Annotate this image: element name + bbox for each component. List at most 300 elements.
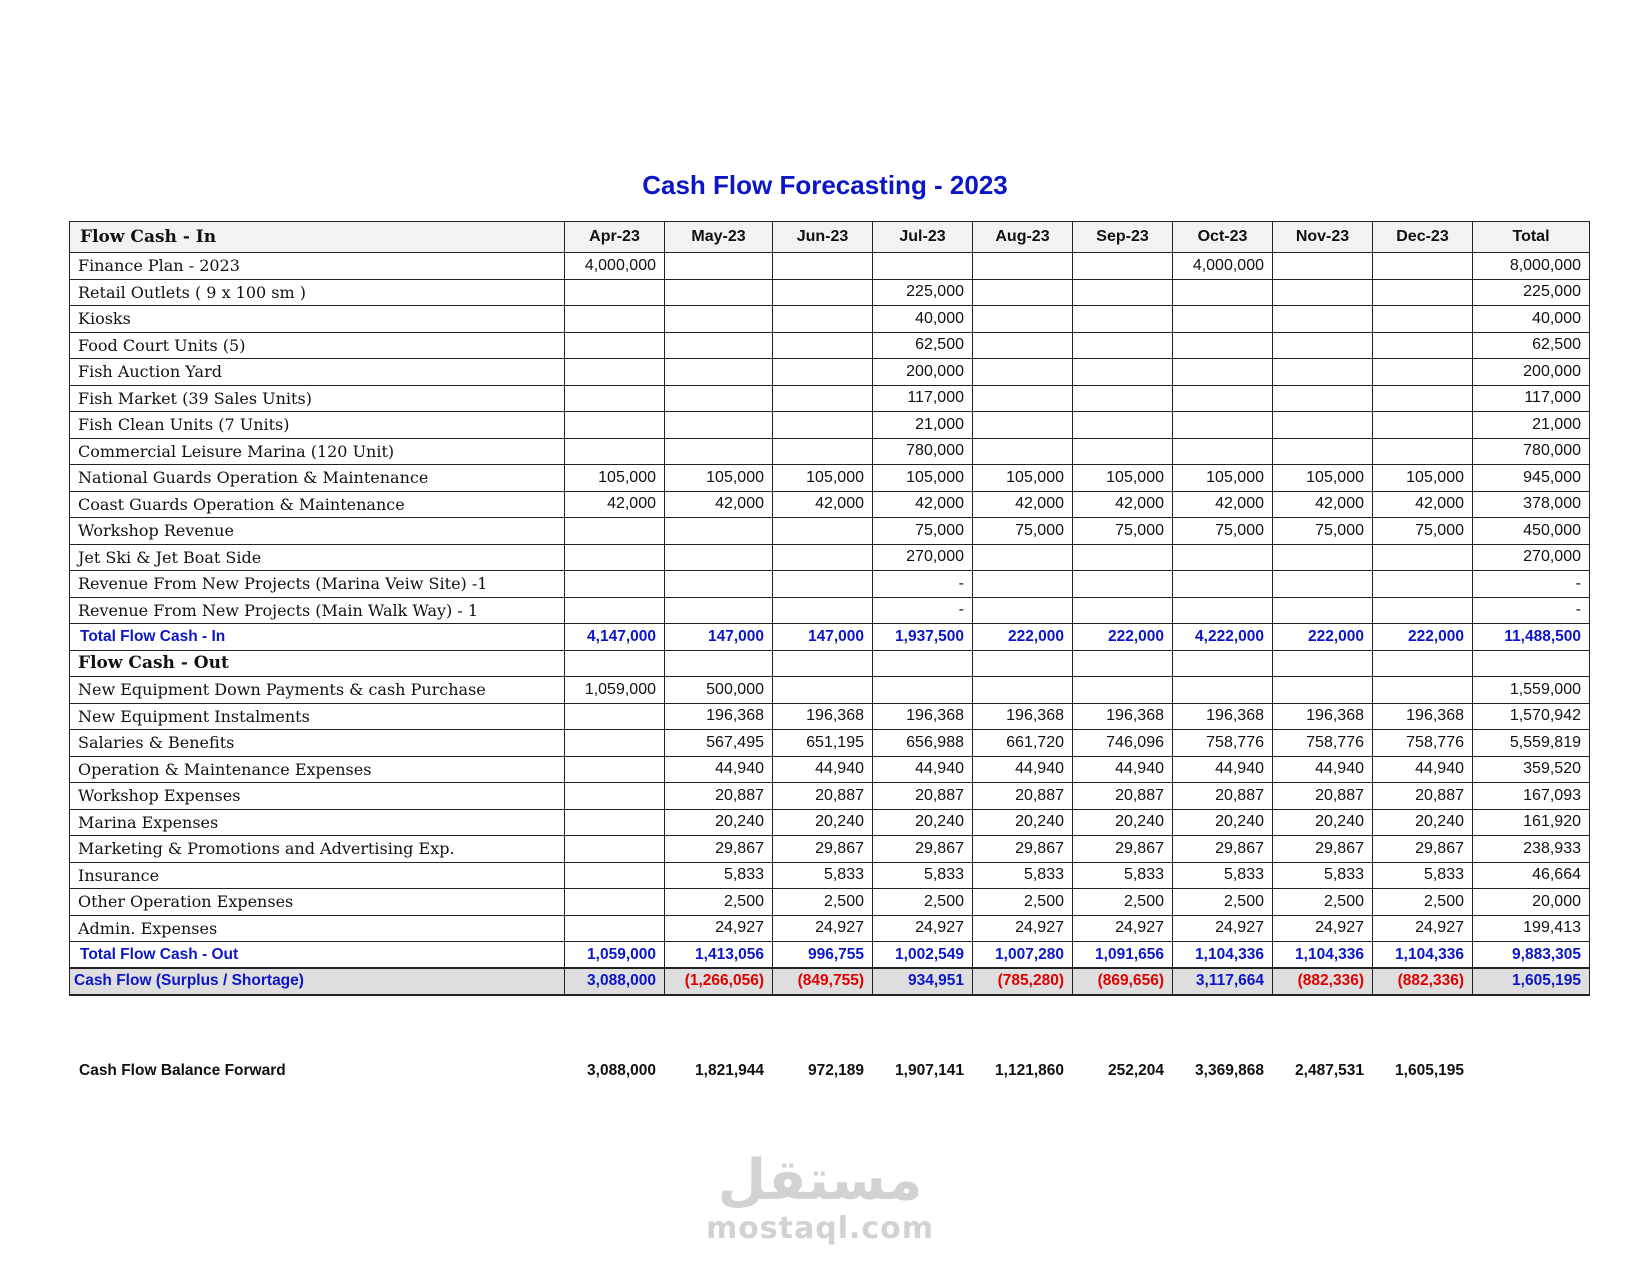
row-label: Retail Outlets ( 9 x 100 sm )	[70, 279, 565, 306]
table-cell: 20,240	[1273, 809, 1373, 836]
table-cell: 3,088,000	[587, 1062, 656, 1079]
table-cell: 196,368	[1073, 703, 1173, 730]
table-row	[70, 491, 1590, 518]
row-label: Marina Expenses	[70, 809, 565, 836]
row-label: Workshop Revenue	[70, 518, 565, 545]
table-cell	[1173, 438, 1273, 465]
table-cell	[1273, 650, 1373, 677]
table-cell: 238,933	[1473, 836, 1590, 863]
table-cell: 20,887	[665, 783, 773, 810]
column-header: May-23	[665, 222, 773, 253]
table-cell: 20,887	[1273, 783, 1373, 810]
table-cell	[1073, 412, 1173, 439]
table-cell	[1173, 385, 1273, 412]
balance-forward-table	[69, 1058, 1589, 1084]
table-cell	[973, 544, 1073, 571]
table-cell: 20,000	[1473, 889, 1590, 916]
row-label: Revenue From New Projects (Marina Veiw Site) -1	[70, 571, 565, 598]
table-cell: 450,000	[1473, 518, 1590, 545]
table-cell: 20,240	[1373, 809, 1473, 836]
table-cell	[973, 571, 1073, 598]
table-cell	[773, 279, 873, 306]
table-cell: 252,204	[1107, 1062, 1164, 1079]
table-cell: 199,413	[1473, 915, 1590, 942]
table-cell: 378,000	[1473, 491, 1590, 518]
table-cell	[1173, 677, 1273, 704]
table-cell: 1,413,056	[665, 942, 773, 969]
table-cell: 20,240	[1173, 809, 1273, 836]
row-label: Coast Guards Operation & Maintenance	[70, 491, 565, 518]
table-cell	[1473, 650, 1590, 677]
table-cell	[1173, 306, 1273, 333]
table-cell	[665, 412, 773, 439]
header-row	[70, 222, 1590, 253]
table-cell: 1,104,336	[1173, 942, 1273, 969]
table-cell	[1173, 650, 1273, 677]
table-cell: 972,189	[807, 1062, 864, 1079]
table-cell	[565, 756, 665, 783]
table-cell: 656,988	[873, 730, 973, 757]
watermark-latin: mostaql.com	[705, 1211, 935, 1246]
table-cell	[773, 677, 873, 704]
row-label: Workshop Expenses	[70, 783, 565, 810]
row-label: Insurance	[70, 862, 565, 889]
table-cell: 1,570,942	[1473, 703, 1590, 730]
cash-flow-table	[69, 221, 1590, 996]
table-row	[70, 518, 1590, 545]
table-cell	[1073, 253, 1173, 280]
table-cell: 1,907,141	[895, 1062, 964, 1079]
table-cell: 75,000	[1073, 518, 1173, 545]
row-label: Cash Flow (Surplus / Shortage)	[70, 968, 565, 995]
table-cell: 40,000	[873, 306, 973, 333]
table-row	[70, 756, 1590, 783]
watermark-arabic: مستقل	[717, 1148, 923, 1213]
table-cell: 5,833	[1173, 862, 1273, 889]
table-cell	[1073, 385, 1173, 412]
table-cell	[665, 518, 773, 545]
table-cell: 5,833	[1273, 862, 1373, 889]
table-cell	[773, 385, 873, 412]
table-cell	[1073, 279, 1173, 306]
table-cell: 2,500	[1173, 889, 1273, 916]
table-row	[70, 809, 1590, 836]
table-cell: 200,000	[873, 359, 973, 386]
flow-in-header: Flow Cash - In	[70, 222, 565, 253]
table-cell	[1073, 306, 1173, 333]
cash-flow-row	[70, 968, 1590, 995]
table-cell	[1273, 332, 1373, 359]
table-cell: 105,000	[1273, 465, 1373, 492]
table-cell: 1,605,195	[1473, 968, 1590, 995]
table-cell: 3,117,664	[1173, 968, 1273, 995]
table-cell	[973, 412, 1073, 439]
table-cell: 46,664	[1473, 862, 1590, 889]
table-cell	[1173, 544, 1273, 571]
table-cell: 44,940	[1273, 756, 1373, 783]
table-cell: 2,500	[873, 889, 973, 916]
row-label: Total Flow Cash - Out	[70, 942, 565, 969]
table-cell: 2,500	[1373, 889, 1473, 916]
table-cell	[1073, 571, 1173, 598]
table-cell	[1373, 597, 1473, 624]
table-cell: 1,559,000	[1473, 677, 1590, 704]
table-row	[70, 836, 1590, 863]
row-label: Total Flow Cash - In	[70, 624, 565, 651]
table-row	[70, 438, 1590, 465]
table-cell	[1373, 306, 1473, 333]
table-cell	[665, 279, 773, 306]
table-cell	[1273, 597, 1373, 624]
table-cell: 20,887	[873, 783, 973, 810]
table-cell: 1,605,195	[1395, 1062, 1464, 1079]
table-row	[70, 730, 1590, 757]
table-cell: 167,093	[1473, 783, 1590, 810]
table-cell: 1,059,000	[565, 677, 665, 704]
table-row	[70, 889, 1590, 916]
table-cell	[565, 836, 665, 863]
table-cell: 222,000	[1073, 624, 1173, 651]
table-cell: 567,495	[665, 730, 773, 757]
column-header: Oct-23	[1173, 222, 1273, 253]
table-cell	[565, 703, 665, 730]
table-cell	[565, 332, 665, 359]
table-cell: 225,000	[1473, 279, 1590, 306]
table-cell: 44,940	[665, 756, 773, 783]
table-cell	[1273, 385, 1373, 412]
table-cell	[565, 809, 665, 836]
table-cell: (849,755)	[773, 968, 873, 995]
table-cell: (882,336)	[1373, 968, 1473, 995]
table-cell: 105,000	[873, 465, 973, 492]
table-cell: 758,776	[1273, 730, 1373, 757]
table-row	[70, 385, 1590, 412]
table-cell	[1073, 597, 1173, 624]
table-cell: 945,000	[1473, 465, 1590, 492]
table-cell: 24,927	[1273, 915, 1373, 942]
table-cell: 1,059,000	[565, 942, 665, 969]
table-cell: 105,000	[973, 465, 1073, 492]
table-cell	[1373, 253, 1473, 280]
table-cell: 758,776	[1373, 730, 1473, 757]
table-cell	[565, 438, 665, 465]
table-cell: 20,887	[1073, 783, 1173, 810]
table-cell	[973, 332, 1073, 359]
table-cell	[1173, 359, 1273, 386]
table-cell	[665, 544, 773, 571]
table-cell: 5,833	[973, 862, 1073, 889]
table-cell	[1373, 544, 1473, 571]
table-cell: 147,000	[665, 624, 773, 651]
table-cell	[665, 359, 773, 386]
table-cell: 1,937,500	[873, 624, 973, 651]
table-cell: 29,867	[973, 836, 1073, 863]
row-label: Marketing & Promotions and Advertising Exp.	[70, 836, 565, 863]
table-cell: 2,500	[973, 889, 1073, 916]
table-cell: 5,833	[773, 862, 873, 889]
row-label: Food Court Units (5)	[70, 332, 565, 359]
table-cell: 780,000	[1473, 438, 1590, 465]
row-label: Commercial Leisure Marina (120 Unit)	[70, 438, 565, 465]
table-cell	[1273, 279, 1373, 306]
table-cell: 44,940	[1373, 756, 1473, 783]
flow-out-header-row	[70, 650, 1590, 677]
table-cell: 2,500	[773, 889, 873, 916]
table-cell: 225,000	[873, 279, 973, 306]
table-cell: 44,940	[1173, 756, 1273, 783]
table-cell	[873, 677, 973, 704]
table-cell: 29,867	[773, 836, 873, 863]
table-cell	[1073, 332, 1173, 359]
table-cell: -	[1473, 571, 1590, 598]
table-cell: 3,369,868	[1195, 1062, 1264, 1079]
table-cell	[1273, 571, 1373, 598]
table-row	[70, 915, 1590, 942]
table-cell	[565, 915, 665, 942]
table-cell: 29,867	[1173, 836, 1273, 863]
table-cell: (785,280)	[973, 968, 1073, 995]
table-cell: 196,368	[1173, 703, 1273, 730]
table-cell: 44,940	[773, 756, 873, 783]
row-label: Jet Ski & Jet Boat Side	[70, 544, 565, 571]
table-cell: 500,000	[665, 677, 773, 704]
table-cell	[973, 438, 1073, 465]
table-cell: 42,000	[873, 491, 973, 518]
table-cell	[1273, 438, 1373, 465]
table-cell	[973, 650, 1073, 677]
table-cell: 75,000	[1373, 518, 1473, 545]
total-out-row	[70, 942, 1590, 969]
table-cell	[773, 332, 873, 359]
row-label: Other Operation Expenses	[70, 889, 565, 916]
row-label: Kiosks	[70, 306, 565, 333]
table-row	[70, 783, 1590, 810]
table-cell: -	[1473, 597, 1590, 624]
table-cell: 222,000	[973, 624, 1073, 651]
table-cell: 1,104,336	[1273, 942, 1373, 969]
table-cell: 105,000	[1173, 465, 1273, 492]
table-cell	[873, 253, 973, 280]
total-in-row	[70, 624, 1590, 651]
table-cell: 20,887	[1173, 783, 1273, 810]
table-cell	[1373, 412, 1473, 439]
column-header: Nov-23	[1273, 222, 1373, 253]
table-cell: 8,000,000	[1473, 253, 1590, 280]
table-cell: 1,007,280	[973, 942, 1073, 969]
table-cell: 24,927	[1173, 915, 1273, 942]
table-cell	[1273, 306, 1373, 333]
table-cell: 996,755	[773, 942, 873, 969]
column-header: Jun-23	[773, 222, 873, 253]
table-cell	[565, 783, 665, 810]
table-row	[70, 703, 1590, 730]
column-header-total: Total	[1473, 222, 1590, 253]
table-cell: 24,927	[973, 915, 1073, 942]
table-cell: 20,240	[773, 809, 873, 836]
table-cell	[973, 385, 1073, 412]
table-cell: 42,000	[1273, 491, 1373, 518]
table-cell: 651,195	[773, 730, 873, 757]
table-row	[70, 677, 1590, 704]
table-cell: 5,833	[873, 862, 973, 889]
table-cell: 2,500	[1073, 889, 1173, 916]
balance-forward-body	[69, 1058, 1589, 1084]
table-cell: 105,000	[565, 465, 665, 492]
table-cell: -	[873, 571, 973, 598]
table-cell: 4,000,000	[565, 253, 665, 280]
table-cell	[1073, 544, 1173, 571]
table-cell: (869,656)	[1073, 968, 1173, 995]
table-cell: 42,000	[565, 491, 665, 518]
table-cell: 147,000	[773, 624, 873, 651]
table-cell	[973, 306, 1073, 333]
row-label: Operation & Maintenance Expenses	[70, 756, 565, 783]
table-cell: 2,500	[665, 889, 773, 916]
table-cell	[565, 650, 665, 677]
table-cell: 746,096	[1073, 730, 1173, 757]
table-cell: 2,487,531	[1295, 1062, 1364, 1079]
table-cell: 24,927	[665, 915, 773, 942]
page-title: Cash Flow Forecasting - 2023	[642, 170, 1008, 200]
table-row	[70, 597, 1590, 624]
table-cell: 20,887	[773, 783, 873, 810]
table-cell: 9,883,305	[1473, 942, 1590, 969]
table-cell: 24,927	[773, 915, 873, 942]
table-cell: 4,222,000	[1173, 624, 1273, 651]
table-cell	[773, 571, 873, 598]
table-row	[70, 279, 1590, 306]
table-cell: 1,821,944	[695, 1062, 764, 1079]
table-cell	[1273, 359, 1373, 386]
row-label: New Equipment Down Payments & cash Purchase	[70, 677, 565, 704]
table-cell: -	[873, 597, 973, 624]
table-cell	[1373, 332, 1473, 359]
column-header: Sep-23	[1073, 222, 1173, 253]
table-cell	[1373, 650, 1473, 677]
table-cell	[565, 730, 665, 757]
table-cell	[1373, 279, 1473, 306]
table-cell	[1273, 677, 1373, 704]
table-cell: 1,002,549	[873, 942, 973, 969]
table-cell: 11,488,500	[1473, 624, 1590, 651]
row-label: Finance Plan - 2023	[70, 253, 565, 280]
table-cell: 934,951	[873, 968, 973, 995]
table-cell	[665, 306, 773, 333]
table-row	[70, 332, 1590, 359]
table-cell: 196,368	[1273, 703, 1373, 730]
table-cell	[1073, 438, 1173, 465]
watermark-logo	[700, 1150, 940, 1246]
table-cell	[565, 544, 665, 571]
table-cell	[1373, 359, 1473, 386]
table-cell: 5,833	[1373, 862, 1473, 889]
table-cell: 4,000,000	[1173, 253, 1273, 280]
table-cell	[1173, 332, 1273, 359]
table-cell	[565, 306, 665, 333]
table-cell	[565, 518, 665, 545]
table-cell	[1173, 279, 1273, 306]
table-cell	[1073, 650, 1173, 677]
table-cell: 44,940	[973, 756, 1073, 783]
table-row	[70, 544, 1590, 571]
table-cell	[565, 279, 665, 306]
table-cell: 161,920	[1473, 809, 1590, 836]
table-cell	[1173, 412, 1273, 439]
table-cell	[773, 544, 873, 571]
table-cell	[973, 597, 1073, 624]
table-cell: 1,121,860	[995, 1062, 1064, 1079]
table-cell	[1472, 1058, 1589, 1084]
table-cell: 42,000	[1173, 491, 1273, 518]
table-cell	[565, 571, 665, 598]
table-cell: 20,240	[665, 809, 773, 836]
column-header: Apr-23	[565, 222, 665, 253]
table-cell	[665, 597, 773, 624]
table-cell: 42,000	[1073, 491, 1173, 518]
table-cell: 29,867	[1073, 836, 1173, 863]
table-cell: 196,368	[873, 703, 973, 730]
table-row	[70, 253, 1590, 280]
table-cell: (1,266,056)	[665, 968, 773, 995]
table-cell: 29,867	[1373, 836, 1473, 863]
table-cell	[973, 279, 1073, 306]
table-cell	[873, 650, 973, 677]
column-header: Jul-23	[873, 222, 973, 253]
table-cell	[1273, 412, 1373, 439]
table-cell: 62,500	[873, 332, 973, 359]
table-cell	[1373, 571, 1473, 598]
column-header: Aug-23	[973, 222, 1073, 253]
table-cell: 20,887	[973, 783, 1073, 810]
table-cell: 5,833	[665, 862, 773, 889]
table-cell: 21,000	[1473, 412, 1590, 439]
table-cell: 24,927	[873, 915, 973, 942]
table-cell	[565, 862, 665, 889]
table-body	[70, 253, 1590, 995]
table-cell	[773, 412, 873, 439]
row-label: Salaries & Benefits	[70, 730, 565, 757]
row-label: Cash Flow Balance Forward	[79, 1062, 286, 1079]
table-cell: 359,520	[1473, 756, 1590, 783]
table-cell: 20,887	[1373, 783, 1473, 810]
table-cell: 222,000	[1273, 624, 1373, 651]
table-cell: 196,368	[973, 703, 1073, 730]
table-cell: 105,000	[665, 465, 773, 492]
table-row	[70, 306, 1590, 333]
table-cell: 270,000	[1473, 544, 1590, 571]
table-cell: 44,940	[1073, 756, 1173, 783]
table-cell: 75,000	[1173, 518, 1273, 545]
table-row	[70, 571, 1590, 598]
row-label: Fish Market (39 Sales Units)	[70, 385, 565, 412]
table-cell: 196,368	[773, 703, 873, 730]
table-row	[70, 465, 1590, 492]
table-cell: 42,000	[973, 491, 1073, 518]
row-label: Fish Auction Yard	[70, 359, 565, 386]
table-cell: 105,000	[1073, 465, 1173, 492]
table-cell	[973, 677, 1073, 704]
table-cell: (882,336)	[1273, 968, 1373, 995]
table-cell	[1173, 571, 1273, 598]
table-cell: 20,240	[973, 809, 1073, 836]
table-cell: 42,000	[1373, 491, 1473, 518]
table-row	[70, 862, 1590, 889]
table-cell	[565, 385, 665, 412]
table-cell: 20,240	[873, 809, 973, 836]
table-cell: 1,091,656	[1073, 942, 1173, 969]
table-cell	[1173, 597, 1273, 624]
table-cell	[773, 597, 873, 624]
